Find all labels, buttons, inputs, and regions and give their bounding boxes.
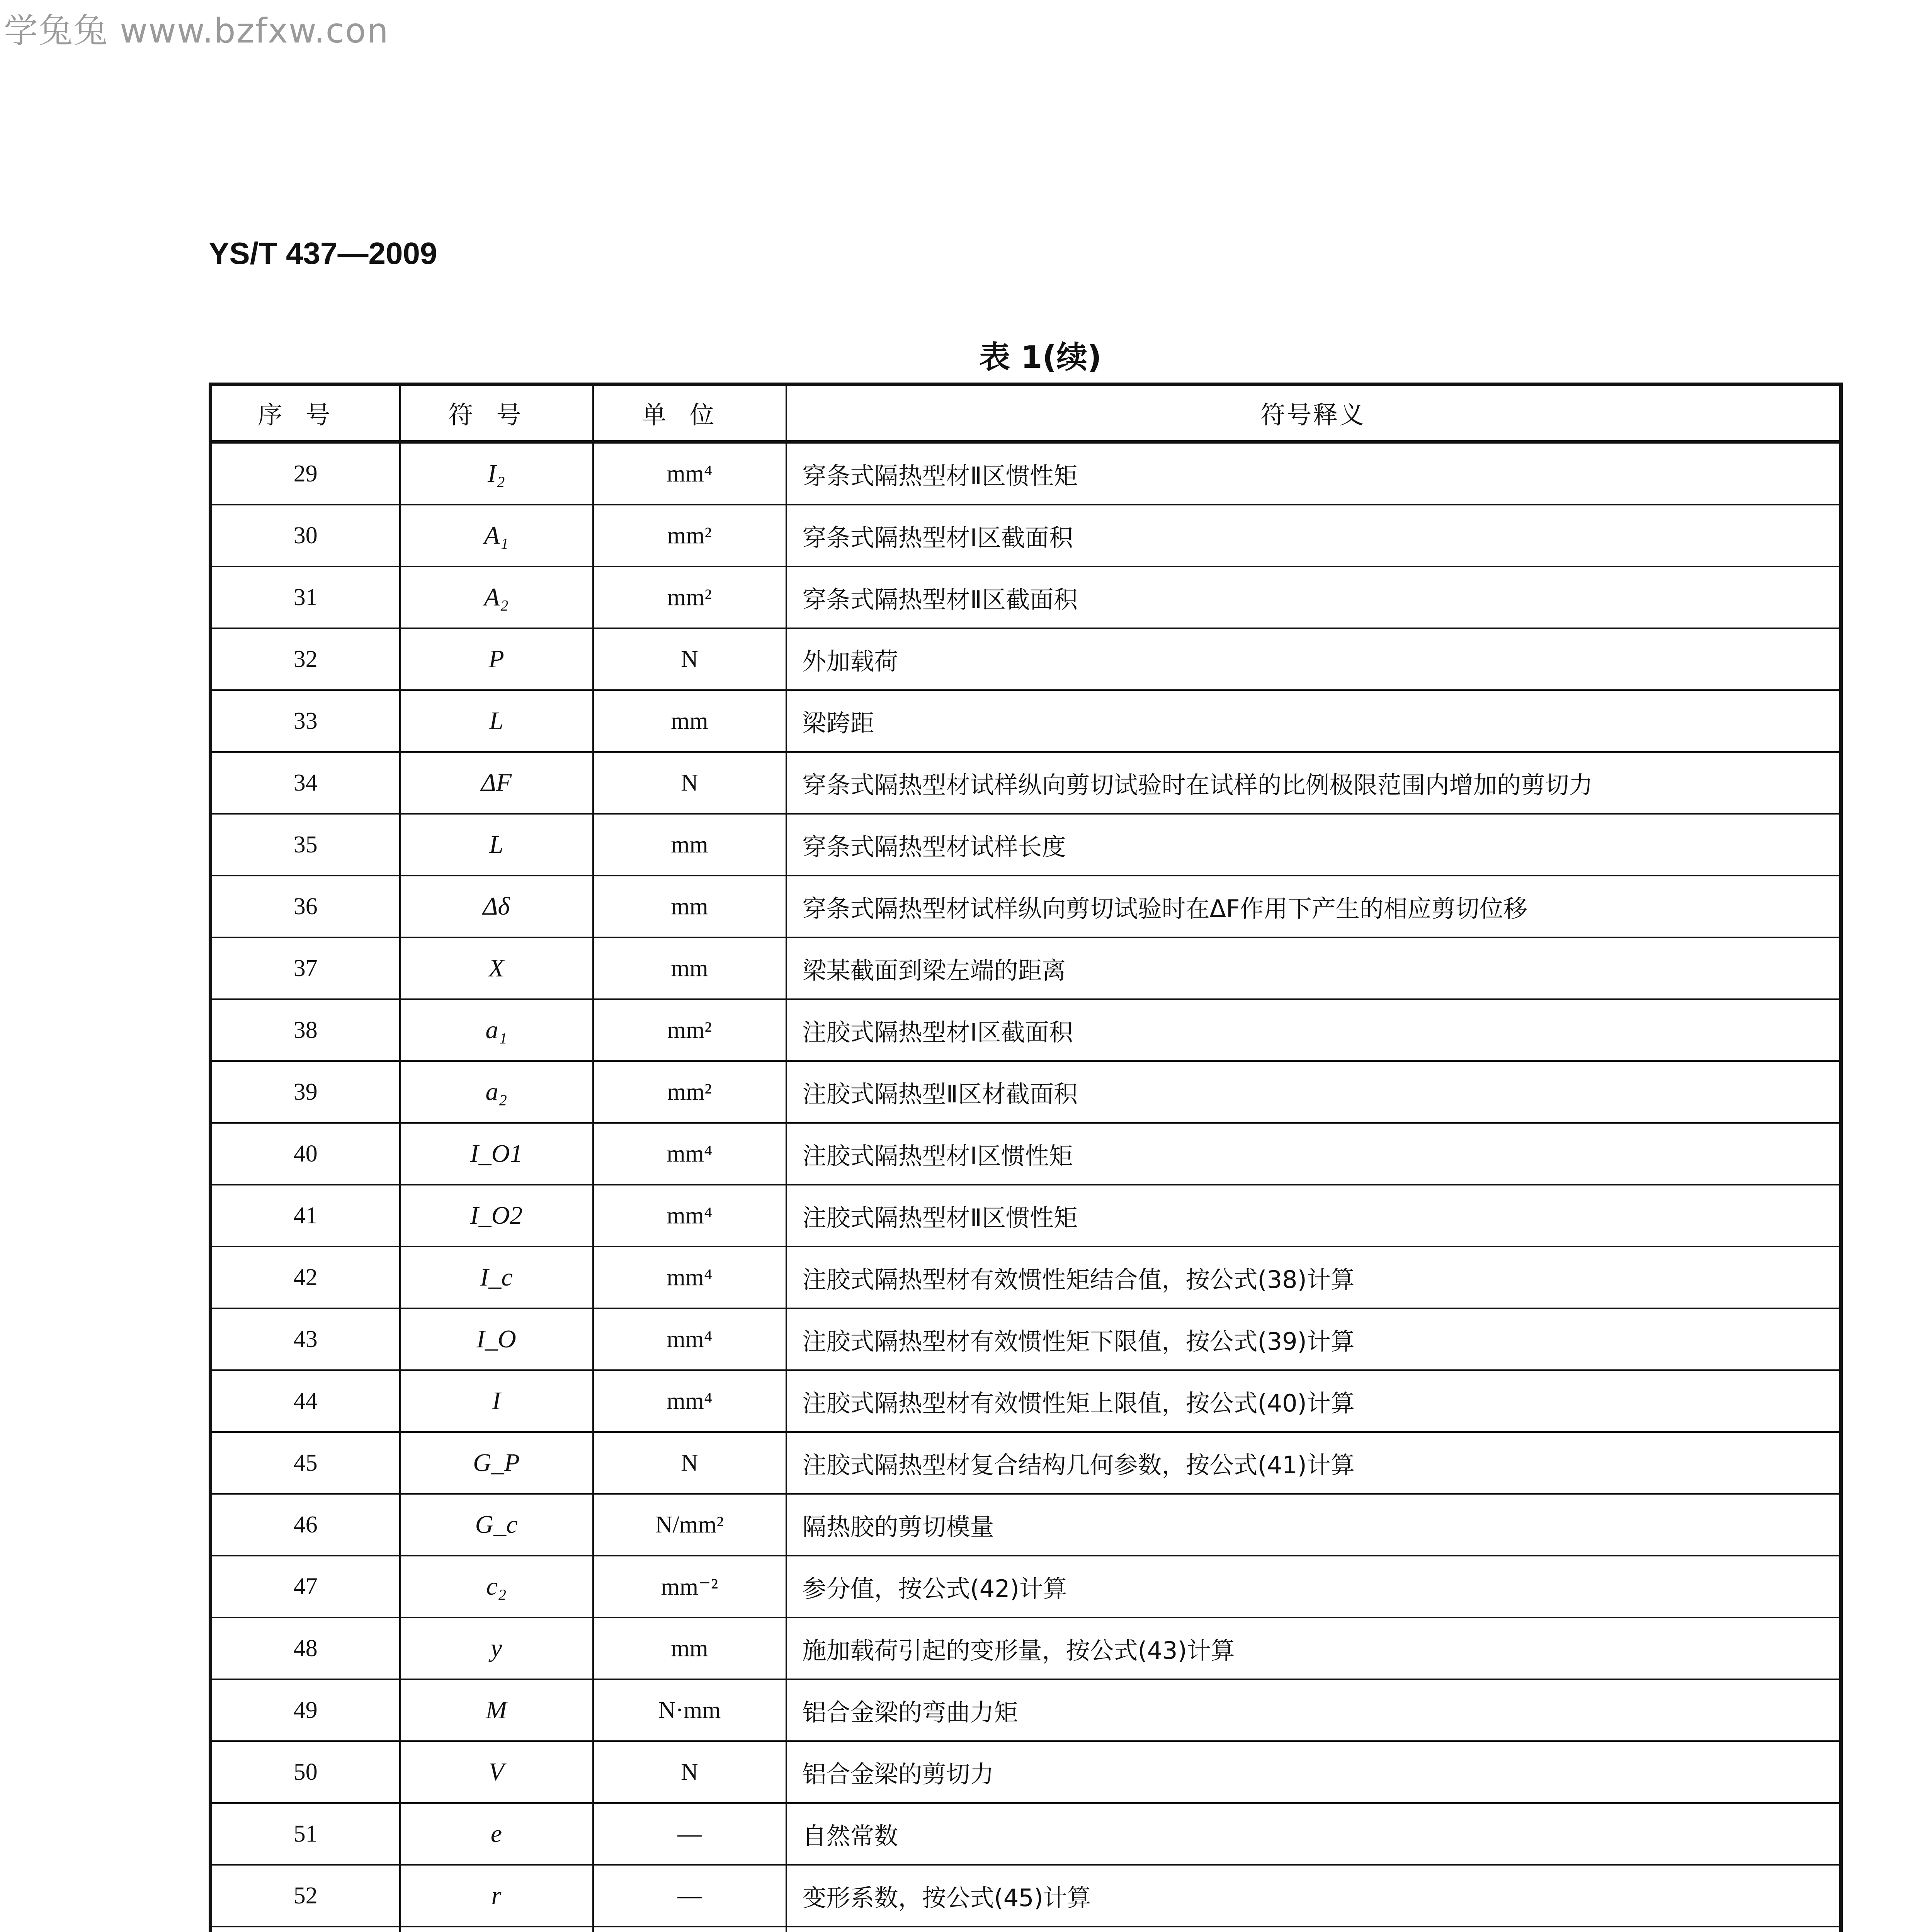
row-symbol: I_O2: [400, 1185, 593, 1247]
row-number: 47: [211, 1556, 400, 1617]
row-definition: 自然常数: [786, 1803, 1841, 1865]
row-unit: mm²: [593, 999, 786, 1061]
row-definition: 注胶式隔热型材Ⅰ区惯性矩: [786, 1123, 1841, 1185]
row-number: 46: [211, 1494, 400, 1556]
row-symbol: [400, 1927, 593, 1932]
column-header-number: 序号: [211, 384, 400, 442]
table-row: [211, 505, 1841, 566]
row-definition: 铝合金梁的剪切力: [786, 1741, 1841, 1803]
row-unit: [593, 1927, 786, 1932]
table-row: [211, 442, 1841, 505]
row-unit: mm⁴: [593, 1370, 786, 1432]
row-definition: 穿条式隔热型材试样纵向剪切试验时在试样的比例极限范围内增加的剪切力: [786, 752, 1841, 814]
row-definition: [786, 1927, 1841, 1932]
table-row: [211, 1679, 1841, 1741]
table-row: [211, 1803, 1841, 1865]
row-unit: mm⁴: [593, 1185, 786, 1247]
row-unit: mm²: [593, 1061, 786, 1123]
table-row: [211, 876, 1841, 937]
row-number: 30: [211, 505, 400, 566]
table-row: [211, 999, 1841, 1061]
row-definition: 穿条式隔热型材Ⅰ区截面积: [786, 505, 1841, 566]
table-row: [211, 937, 1841, 999]
row-definition: 注胶式隔热型材复合结构几何参数，按公式(41)计算: [786, 1432, 1841, 1494]
row-unit: N: [593, 628, 786, 690]
row-symbol: X: [400, 937, 593, 999]
row-number: 33: [211, 690, 400, 752]
table-row: [211, 752, 1841, 814]
row-symbol: e: [400, 1803, 593, 1865]
row-number: 45: [211, 1432, 400, 1494]
row-unit: mm⁴: [593, 1247, 786, 1308]
row-definition: 注胶式隔热型材有效惯性矩上限值，按公式(40)计算: [786, 1370, 1841, 1432]
table-row: [211, 1308, 1841, 1370]
table-caption: 表 1(续): [979, 339, 1102, 375]
table-row: [211, 1927, 1841, 1932]
row-unit: mm: [593, 1617, 786, 1679]
row-number: 48: [211, 1617, 400, 1679]
row-definition: 变形系数，按公式(45)计算: [786, 1865, 1841, 1927]
table-row: [211, 1865, 1841, 1927]
table-row: [211, 1247, 1841, 1308]
row-symbol: P: [400, 628, 593, 690]
row-unit: —: [593, 1865, 786, 1927]
row-definition: 注胶式隔热型材Ⅰ区截面积: [786, 999, 1841, 1061]
row-number: 29: [211, 442, 400, 505]
row-unit: mm²: [593, 566, 786, 628]
table-row: [211, 690, 1841, 752]
table-row: [211, 1185, 1841, 1247]
row-symbol: a₁: [400, 999, 593, 1061]
row-unit: mm: [593, 876, 786, 937]
row-symbol: I₂: [400, 442, 593, 505]
row-definition: 注胶式隔热型材有效惯性矩结合值，按公式(38)计算: [786, 1247, 1841, 1308]
row-symbol: ΔF: [400, 752, 593, 814]
column-header-definition: 符号释义: [786, 384, 1841, 442]
row-number: 40: [211, 1123, 400, 1185]
row-number: 31: [211, 566, 400, 628]
row-symbol: c₂: [400, 1556, 593, 1617]
row-number: 41: [211, 1185, 400, 1247]
row-definition: 施加载荷引起的变形量，按公式(43)计算: [786, 1617, 1841, 1679]
table-row: [211, 1432, 1841, 1494]
table-row: [211, 814, 1841, 876]
row-number: 49: [211, 1679, 400, 1741]
row-symbol: V: [400, 1741, 593, 1803]
row-unit: N: [593, 752, 786, 814]
row-number: [211, 1927, 400, 1932]
row-definition: 穿条式隔热型材试样纵向剪切试验时在ΔF作用下产生的相应剪切位移: [786, 876, 1841, 937]
watermark: 学兔兔 www.bzfxw.con: [4, 11, 389, 51]
row-symbol: I_O: [400, 1308, 593, 1370]
row-unit: mm⁴: [593, 1308, 786, 1370]
row-number: 37: [211, 937, 400, 999]
table-header-row: [211, 384, 1841, 442]
row-unit: mm: [593, 690, 786, 752]
row-unit: N: [593, 1432, 786, 1494]
row-unit: mm⁴: [593, 1123, 786, 1185]
row-number: 38: [211, 999, 400, 1061]
row-definition: 隔热胶的剪切模量: [786, 1494, 1841, 1556]
table-row: [211, 1494, 1841, 1556]
row-unit: N/mm²: [593, 1494, 786, 1556]
row-definition: 参分值，按公式(42)计算: [786, 1556, 1841, 1617]
row-unit: mm: [593, 937, 786, 999]
table-row: [211, 1370, 1841, 1432]
row-number: 50: [211, 1741, 400, 1803]
table-row: [211, 1617, 1841, 1679]
row-symbol: I: [400, 1370, 593, 1432]
row-definition: 穿条式隔热型材试样长度: [786, 814, 1841, 876]
row-definition: 注胶式隔热型Ⅱ区材截面积: [786, 1061, 1841, 1123]
row-number: 35: [211, 814, 400, 876]
row-symbol: G_P: [400, 1432, 593, 1494]
row-number: 43: [211, 1308, 400, 1370]
document-code: YS/T 437—2009: [209, 236, 437, 270]
table-row: [211, 628, 1841, 690]
row-unit: mm⁴: [593, 442, 786, 505]
table-row: [211, 1741, 1841, 1803]
row-definition: 穿条式隔热型材Ⅱ区惯性矩: [786, 442, 1841, 505]
row-unit: mm⁻²: [593, 1556, 786, 1617]
table-row: [211, 566, 1841, 628]
row-symbol: a₂: [400, 1061, 593, 1123]
table-row: [211, 1061, 1841, 1123]
row-unit: mm²: [593, 505, 786, 566]
row-symbol: y: [400, 1617, 593, 1679]
row-number: 52: [211, 1865, 400, 1927]
row-number: 42: [211, 1247, 400, 1308]
row-symbol: r: [400, 1865, 593, 1927]
row-symbol: G_c: [400, 1494, 593, 1556]
row-definition: 注胶式隔热型材有效惯性矩下限值，按公式(39)计算: [786, 1308, 1841, 1370]
row-definition: 穿条式隔热型材Ⅱ区截面积: [786, 566, 1841, 628]
row-definition: 铝合金梁的弯曲力矩: [786, 1679, 1841, 1741]
row-number: 44: [211, 1370, 400, 1432]
row-definition: 外加载荷: [786, 628, 1841, 690]
symbols-table: [209, 383, 1843, 1932]
row-symbol: I_c: [400, 1247, 593, 1308]
row-number: 51: [211, 1803, 400, 1865]
row-symbol: Δδ: [400, 876, 593, 937]
row-symbol: I_O1: [400, 1123, 593, 1185]
table-row: [211, 1556, 1841, 1617]
row-symbol: L: [400, 814, 593, 876]
row-unit: N: [593, 1741, 786, 1803]
table-row: [211, 1123, 1841, 1185]
row-definition: 梁跨距: [786, 690, 1841, 752]
row-number: 34: [211, 752, 400, 814]
row-unit: —: [593, 1803, 786, 1865]
row-symbol: L: [400, 690, 593, 752]
row-symbol: A₂: [400, 566, 593, 628]
row-symbol: A₁: [400, 505, 593, 566]
row-unit: mm: [593, 814, 786, 876]
row-number: 36: [211, 876, 400, 937]
row-definition: 梁某截面到梁左端的距离: [786, 937, 1841, 999]
row-symbol: M: [400, 1679, 593, 1741]
row-unit: N·mm: [593, 1679, 786, 1741]
column-header-unit: 单位: [593, 384, 786, 442]
column-header-symbol: 符号: [400, 384, 593, 442]
row-number: 39: [211, 1061, 400, 1123]
row-number: 32: [211, 628, 400, 690]
row-definition: 注胶式隔热型材Ⅱ区惯性矩: [786, 1185, 1841, 1247]
